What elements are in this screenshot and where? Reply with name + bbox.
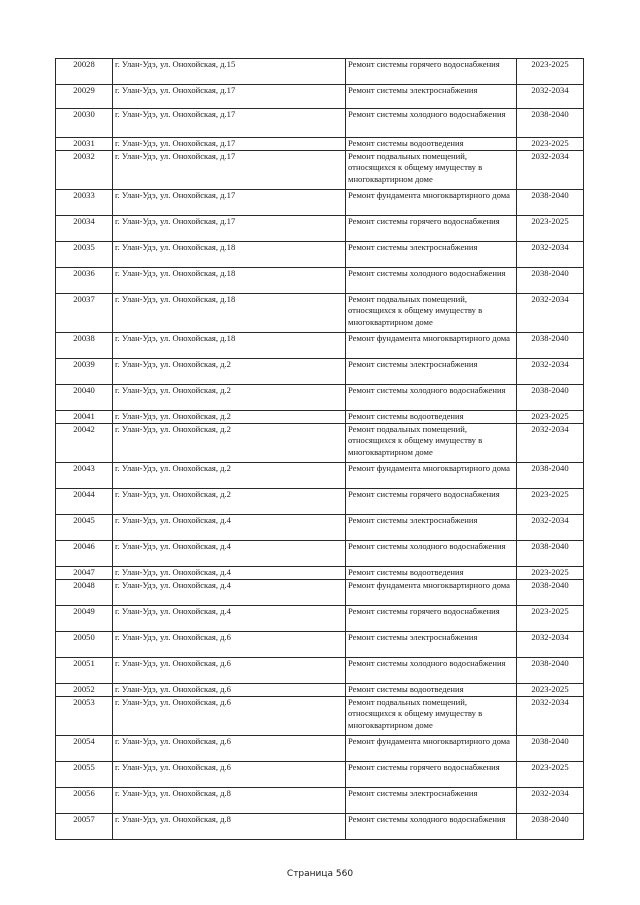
period-cell: 2032-2034 [517, 85, 584, 109]
address-cell: г. Улан-Удэ, ул. Онохойская, д.18 [113, 268, 346, 294]
work-type-cell: Ремонт фундамента многоквартирного дома [346, 463, 517, 489]
address-cell: г. Улан-Удэ, ул. Онохойская, д.8 [113, 814, 346, 840]
table-row [56, 85, 584, 109]
row-number: 20040 [56, 385, 113, 411]
period-cell: 2038-2040 [517, 463, 584, 489]
period-cell: 2023-2025 [517, 606, 584, 632]
table-row [56, 424, 584, 463]
address-cell: г. Улан-Удэ, ул. Онохойская, д.17 [113, 216, 346, 242]
table-row [56, 736, 584, 762]
work-type-cell: Ремонт системы электроснабжения [346, 359, 517, 385]
table-row [56, 151, 584, 190]
address-cell: г. Улан-Удэ, ул. Онохойская, д.17 [113, 109, 346, 138]
address-cell: г. Улан-Удэ, ул. Онохойская, д.2 [113, 411, 346, 424]
row-number: 20041 [56, 411, 113, 424]
period-cell: 2023-2025 [517, 59, 584, 85]
row-number: 20033 [56, 190, 113, 216]
row-number: 20035 [56, 242, 113, 268]
row-number: 20046 [56, 541, 113, 567]
row-number: 20028 [56, 59, 113, 85]
table-row [56, 541, 584, 567]
address-cell: г. Улан-Удэ, ул. Онохойская, д.17 [113, 138, 346, 151]
row-number: 20038 [56, 333, 113, 359]
row-number: 20048 [56, 580, 113, 606]
table-row [56, 59, 584, 85]
table-row [56, 515, 584, 541]
row-number: 20032 [56, 151, 113, 190]
period-cell: 2023-2025 [517, 138, 584, 151]
table-row [56, 385, 584, 411]
address-cell: г. Улан-Удэ, ул. Онохойская, д.2 [113, 359, 346, 385]
address-cell: г. Улан-Удэ, ул. Онохойская, д.18 [113, 242, 346, 268]
row-number: 20045 [56, 515, 113, 541]
row-number: 20029 [56, 85, 113, 109]
table-row [56, 463, 584, 489]
row-number: 20047 [56, 567, 113, 580]
row-number: 20044 [56, 489, 113, 515]
work-type-cell: Ремонт системы холодного водоснабжения [346, 385, 517, 411]
period-cell: 2023-2025 [517, 411, 584, 424]
row-number: 20039 [56, 359, 113, 385]
work-type-cell: Ремонт фундамента многоквартирного дома [346, 580, 517, 606]
work-type-cell: Ремонт системы электроснабжения [346, 242, 517, 268]
address-cell: г. Улан-Удэ, ул. Онохойская, д.18 [113, 294, 346, 333]
address-cell: г. Улан-Удэ, ул. Онохойская, д.6 [113, 697, 346, 736]
work-type-cell: Ремонт подвальных помещений, относящихся к общему имуществу в многоквартирном доме [346, 697, 517, 736]
period-cell: 2032-2034 [517, 151, 584, 190]
period-cell: 2038-2040 [517, 580, 584, 606]
table-row [56, 658, 584, 684]
address-cell: г. Улан-Удэ, ул. Онохойская, д.4 [113, 567, 346, 580]
table-row [56, 359, 584, 385]
period-cell: 2038-2040 [517, 190, 584, 216]
period-cell: 2023-2025 [517, 216, 584, 242]
table-row [56, 294, 584, 333]
address-cell: г. Улан-Удэ, ул. Онохойская, д.6 [113, 658, 346, 684]
period-cell: 2032-2034 [517, 359, 584, 385]
work-type-cell: Ремонт системы холодного водоснабжения [346, 109, 517, 138]
table-body [56, 59, 584, 840]
row-number: 20042 [56, 424, 113, 463]
work-type-cell: Ремонт системы водоотведения [346, 567, 517, 580]
period-cell: 2032-2034 [517, 515, 584, 541]
period-cell: 2038-2040 [517, 109, 584, 138]
period-cell: 2032-2034 [517, 697, 584, 736]
work-type-cell: Ремонт фундамента многоквартирного дома [346, 333, 517, 359]
period-cell: 2023-2025 [517, 762, 584, 788]
row-number: 20037 [56, 294, 113, 333]
address-cell: г. Улан-Удэ, ул. Онохойская, д.4 [113, 606, 346, 632]
table-row [56, 268, 584, 294]
period-cell: 2038-2040 [517, 333, 584, 359]
table-row [56, 109, 584, 138]
table-row [56, 697, 584, 736]
work-type-cell: Ремонт системы водоотведения [346, 138, 517, 151]
work-type-cell: Ремонт системы горячего водоснабжения [346, 489, 517, 515]
table-row [56, 632, 584, 658]
address-cell: г. Улан-Удэ, ул. Онохойская, д.2 [113, 489, 346, 515]
period-cell: 2038-2040 [517, 385, 584, 411]
address-cell: г. Улан-Удэ, ул. Онохойская, д.6 [113, 632, 346, 658]
period-cell: 2038-2040 [517, 268, 584, 294]
work-type-cell: Ремонт подвальных помещений, относящихся к общему имуществу в многоквартирном доме [346, 424, 517, 463]
row-number: 20050 [56, 632, 113, 658]
work-type-cell: Ремонт системы электроснабжения [346, 85, 517, 109]
period-cell: 2032-2034 [517, 294, 584, 333]
row-number: 20031 [56, 138, 113, 151]
address-cell: г. Улан-Удэ, ул. Онохойская, д.17 [113, 85, 346, 109]
period-cell: 2032-2034 [517, 632, 584, 658]
row-number: 20052 [56, 684, 113, 697]
work-type-cell: Ремонт подвальных помещений, относящихся к общему имуществу в многоквартирном доме [346, 151, 517, 190]
table-row [56, 567, 584, 580]
table-row [56, 684, 584, 697]
work-type-cell: Ремонт системы электроснабжения [346, 788, 517, 814]
table-row [56, 788, 584, 814]
work-type-cell: Ремонт фундамента многоквартирного дома [346, 190, 517, 216]
table-row [56, 762, 584, 788]
table-row [56, 190, 584, 216]
work-type-cell: Ремонт системы электроснабжения [346, 515, 517, 541]
work-type-cell: Ремонт системы холодного водоснабжения [346, 541, 517, 567]
address-cell: г. Улан-Удэ, ул. Онохойская, д.6 [113, 762, 346, 788]
work-type-cell: Ремонт подвальных помещений, относящихся к общему имуществу в многоквартирном доме [346, 294, 517, 333]
row-number: 20030 [56, 109, 113, 138]
address-cell: г. Улан-Удэ, ул. Онохойская, д.17 [113, 190, 346, 216]
work-type-cell: Ремонт фундамента многоквартирного дома [346, 736, 517, 762]
table-row [56, 333, 584, 359]
table-row [56, 138, 584, 151]
period-cell: 2032-2034 [517, 242, 584, 268]
address-cell: г. Улан-Удэ, ул. Онохойская, д.2 [113, 424, 346, 463]
work-type-cell: Ремонт системы холодного водоснабжения [346, 268, 517, 294]
period-cell: 2023-2025 [517, 684, 584, 697]
work-type-cell: Ремонт системы водоотведения [346, 411, 517, 424]
table-row [56, 411, 584, 424]
period-cell: 2032-2034 [517, 424, 584, 463]
period-cell: 2032-2034 [517, 788, 584, 814]
page-number: Страница 560 [286, 869, 354, 879]
table-row [56, 580, 584, 606]
work-type-cell: Ремонт системы водоотведения [346, 684, 517, 697]
row-number: 20053 [56, 697, 113, 736]
address-cell: г. Улан-Удэ, ул. Онохойская, д.4 [113, 580, 346, 606]
address-cell: г. Улан-Удэ, ул. Онохойская, д.18 [113, 333, 346, 359]
address-cell: г. Улан-Удэ, ул. Онохойская, д.4 [113, 515, 346, 541]
work-type-cell: Ремонт системы холодного водоснабжения [346, 814, 517, 840]
address-cell: г. Улан-Удэ, ул. Онохойская, д.2 [113, 463, 346, 489]
row-number: 20049 [56, 606, 113, 632]
address-cell: г. Улан-Удэ, ул. Онохойская, д.17 [113, 151, 346, 190]
address-cell: г. Улан-Удэ, ул. Онохойская, д.6 [113, 684, 346, 697]
address-cell: г. Улан-Удэ, ул. Онохойская, д.8 [113, 788, 346, 814]
row-number: 20043 [56, 463, 113, 489]
work-type-cell: Ремонт системы горячего водоснабжения [346, 59, 517, 85]
period-cell: 2038-2040 [517, 736, 584, 762]
row-number: 20057 [56, 814, 113, 840]
period-cell: 2023-2025 [517, 567, 584, 580]
address-cell: г. Улан-Удэ, ул. Онохойская, д.15 [113, 59, 346, 85]
work-type-cell: Ремонт системы холодного водоснабжения [346, 658, 517, 684]
row-number: 20054 [56, 736, 113, 762]
work-type-cell: Ремонт системы горячего водоснабжения [346, 216, 517, 242]
table-row [56, 814, 584, 840]
period-cell: 2038-2040 [517, 814, 584, 840]
work-type-cell: Ремонт системы горячего водоснабжения [346, 762, 517, 788]
address-cell: г. Улан-Удэ, ул. Онохойская, д.6 [113, 736, 346, 762]
period-cell: 2023-2025 [517, 489, 584, 515]
period-cell: 2038-2040 [517, 541, 584, 567]
table-row [56, 606, 584, 632]
period-cell: 2038-2040 [517, 658, 584, 684]
row-number: 20051 [56, 658, 113, 684]
work-type-cell: Ремонт системы горячего водоснабжения [346, 606, 517, 632]
row-number: 20036 [56, 268, 113, 294]
repair-schedule-table [55, 58, 584, 840]
row-number: 20056 [56, 788, 113, 814]
table-row [56, 242, 584, 268]
address-cell: г. Улан-Удэ, ул. Онохойская, д.4 [113, 541, 346, 567]
row-number: 20055 [56, 762, 113, 788]
work-type-cell: Ремонт системы электроснабжения [346, 632, 517, 658]
table-row [56, 489, 584, 515]
table-row [56, 216, 584, 242]
row-number: 20034 [56, 216, 113, 242]
address-cell: г. Улан-Удэ, ул. Онохойская, д.2 [113, 385, 346, 411]
